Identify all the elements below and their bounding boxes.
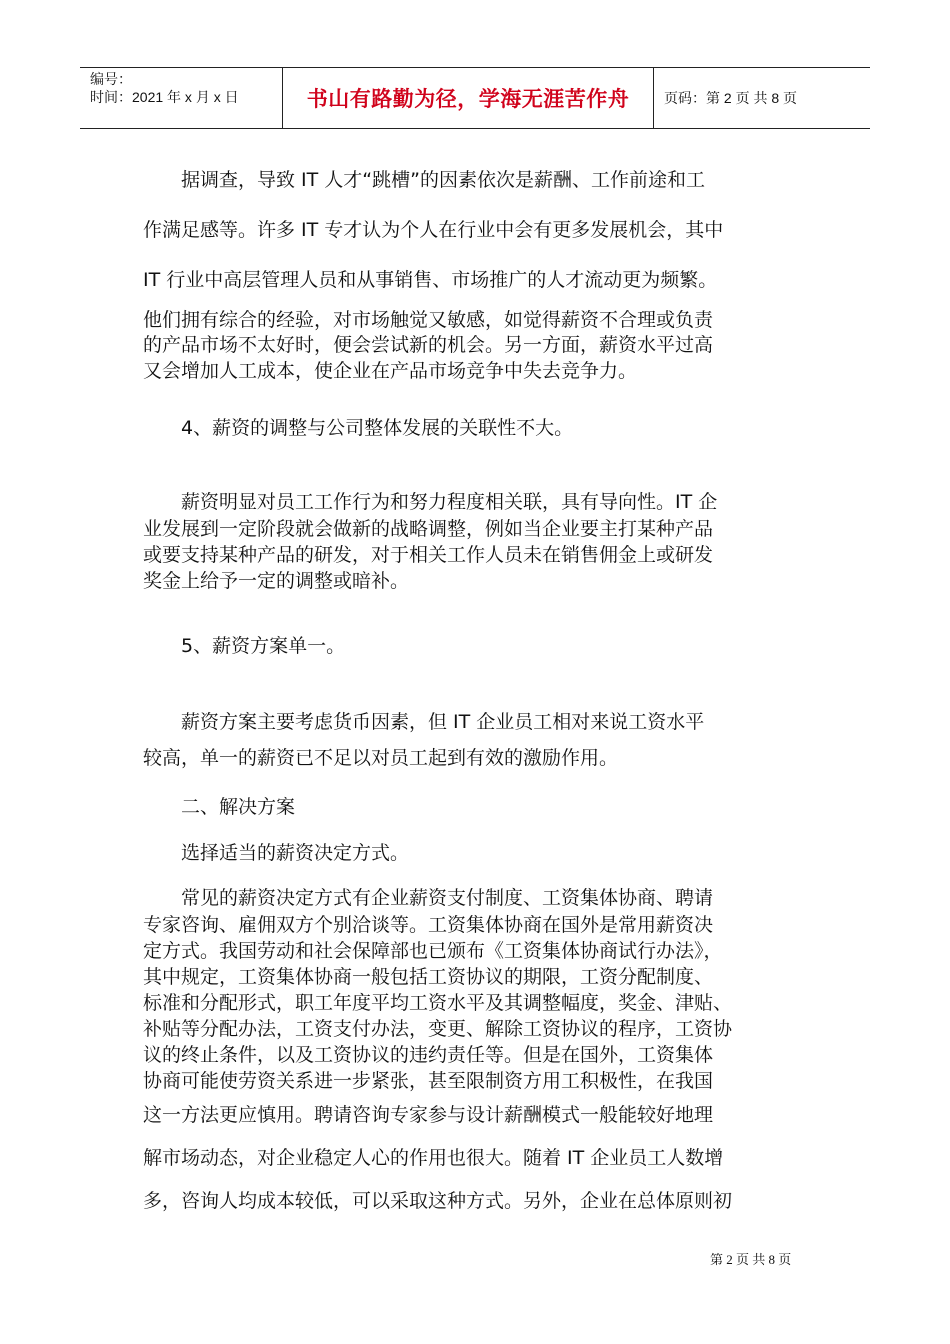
header-page-label: 页码：第 2 页 共 8 页 [664,90,798,106]
body-line: IT 行业中高层管理人员和从事销售、市场推广的人才流动更为频繁。 [143,269,718,291]
body-line: 定方式。我国劳动和社会保障部也已颁布《工资集体协商试行办法》， [143,940,723,962]
page-header [80,67,870,129]
body-line: 或要支持某种产品的研发，对于相关工作人员未在销售佣金上或研发 [143,544,714,566]
document-time-label: 时间：2021 年 x 月 x 日 [90,89,239,105]
body-line: 常见的薪资决定方式有企业薪资支付制度、工资集体协商、聘请 [143,887,714,909]
body-line: 据调查，导致 IT 人才“跳槽”的因素依次是薪酬、工作前途和工 [143,169,705,191]
body-line: 较高，单一的薪资已不足以对员工起到有效的激励作用。 [143,747,619,769]
body-line: 作满足感等。许多 IT 专才认为个人在行业中会有更多发展机会，其中 [143,219,724,241]
header-meta [80,68,282,128]
body-line: 议的终止条件，以及工资协议的违约责任等。但是在国外，工资集体 [143,1044,714,1066]
body-line: 多，咨询人均成本较低，可以采取这种方式。另外，企业在总体原则初 [143,1190,733,1212]
page-footer: 第 2 页 共 8 页 [710,1252,792,1267]
body-line: 的产品市场不太好时，便会尝试新的机会。另一方面，薪资水平过高 [143,334,714,356]
body-line: 他们拥有综合的经验，对市场触觉又敏感，如觉得薪资不合理或负责 [143,309,714,331]
body-line: 选择适当的薪资决定方式。 [143,842,410,864]
document-number-label: 编号： [90,71,132,87]
body-line: 薪资方案主要考虑货币因素，但 IT 企业员工相对来说工资水平 [143,711,705,733]
header-motto: 书山有路勤为径，学海无涯苦作舟 [282,68,654,128]
body-line: 薪资明显对员工工作行为和努力程度相关联，具有导向性。IT 企 [143,491,718,513]
body-line: 补贴等分配办法，工资支付办法，变更、解除工资协议的程序，工资协 [143,1018,733,1040]
body-line: 其中规定，工资集体协商一般包括工资协议的期限，工资分配制度、 [143,966,714,988]
body-line: 协商可能使劳资关系进一步紧张，甚至限制资方用工积极性，在我国 [143,1070,714,1092]
body-line: 奖金上给予一定的调整或暗补。 [143,570,410,592]
body-line: 又会增加人工成本，使企业在产品市场竞争中失去竞争力。 [143,360,638,382]
body-line: 业发展到一定阶段就会做新的战略调整，例如当企业要主打某种产品 [143,518,714,540]
section-heading: 二、解决方案 [143,796,296,818]
body-line: 解市场动态，对企业稳定人心的作用也很大。随着 IT 企业员工人数增 [143,1147,724,1169]
body-line: 专家咨询、雇佣双方个别洽谈等。工资集体协商在国外是常用薪资决 [143,914,714,936]
section-heading: 4、薪资的调整与公司整体发展的关联性不大。 [143,417,574,439]
section-heading: 5、薪资方案单一。 [143,635,346,657]
body-line: 标准和分配形式，职工年度平均工资水平及其调整幅度，奖金、津贴、 [143,992,733,1014]
body-line: 这一方法更应慎用。聘请咨询专家参与设计薪酬模式一般能较好地理 [143,1104,714,1126]
